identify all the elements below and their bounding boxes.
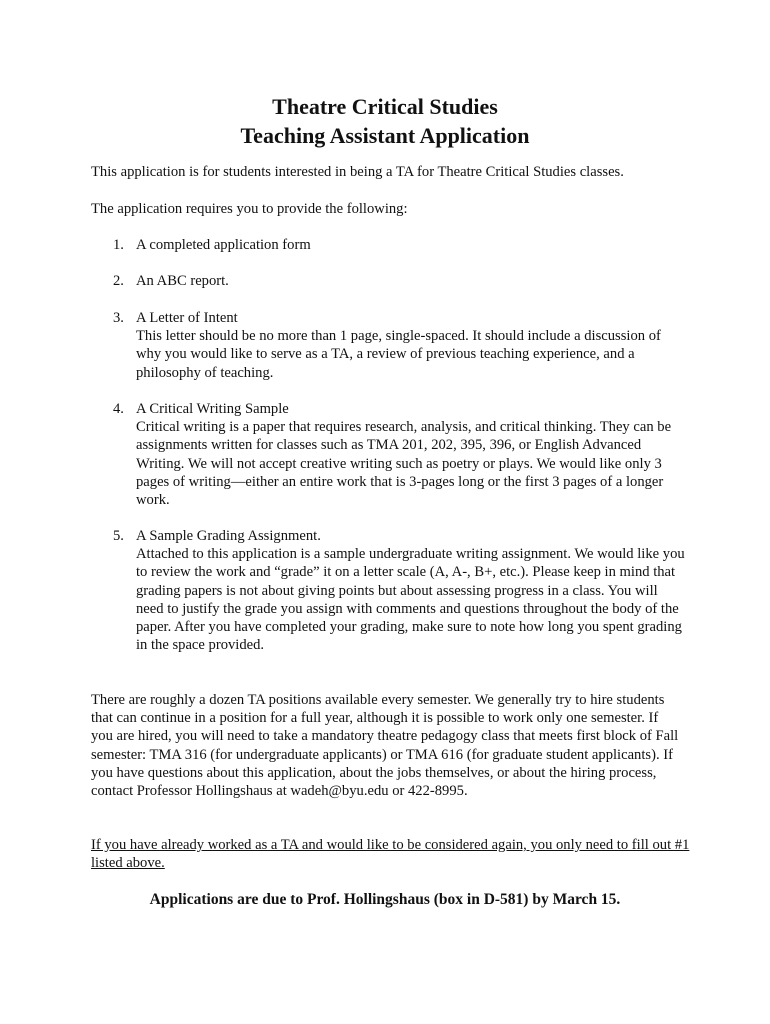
due-date-notice: Applications are due to Prof. Hollingshaus (box in D-581) by March 15. bbox=[149, 891, 621, 908]
item-number: 3. bbox=[113, 310, 124, 326]
item-description: This letter should be no more than 1 page, single-spaced. It should include a discussion of why you would like to serve as a TA, a review of previous teaching experience, and a philosophy of teaching. bbox=[136, 328, 661, 381]
item-heading: A Sample Grading Assignment. bbox=[136, 528, 321, 544]
item-number: 1. bbox=[113, 237, 124, 253]
item-heading: A Letter of Intent bbox=[136, 310, 238, 326]
intro-paragraph: This application is for students interested in being a TA for Theatre Critical Studies classes. bbox=[91, 164, 624, 180]
item-number: 2. bbox=[113, 273, 124, 289]
reapply-note: If you have already worked as a TA and would like to be considered again, you only need to fill out #1 listed above. bbox=[91, 837, 690, 872]
item-number: 4. bbox=[113, 401, 124, 417]
item-heading: An ABC report. bbox=[136, 273, 229, 289]
item-description: Attached to this application is a sample undergraduate writing assignment. We would like you to review the work and “grade” it on a letter scale (A, A-, B+, etc.). Please keep in mind that grading papers is not about giving points but about assessing progress in a class. You will need to justify the grade you assign with comments and questions throughout the body of the paper. After you have completed your grading, make sure to note how long you spent grading in the space provided. bbox=[136, 546, 685, 654]
requirements-lead: The application requires you to provide the following: bbox=[91, 201, 408, 217]
positions-paragraph: There are roughly a dozen TA positions available every semester. We generally try to hire students that can continue in a position for a full year, although it is possible to work only one semester. If you are hired, you will need to take a mandatory theatre pedagogy class that meets first block of Fall semester: TMA 316 (for undergraduate applicants) or TMA 616 (for graduate student applicants). If you have questions about this application, about the jobs themselves, or about the hiring process, contact Professor Hollingshaus at wadeh@byu.edu or 422-8995. bbox=[91, 692, 679, 800]
title-line-2: Teaching Assistant Application bbox=[240, 123, 530, 148]
item-heading: A completed application form bbox=[136, 237, 311, 253]
item-heading: A Critical Writing Sample bbox=[136, 401, 289, 417]
item-description: Critical writing is a paper that requires research, analysis, and critical thinking. They can be assignments written for classes such as TMA 201, 202, 395, 396, or English Advanced Writing. We will not accept creative writing such as poetry or plays. We would like only 3 pages of writing—either an entire work that is 3-pages long or the first 3 pages of a longer work. bbox=[136, 419, 672, 509]
item-number: 5. bbox=[113, 528, 124, 544]
title-line-1: Theatre Critical Studies bbox=[272, 94, 498, 119]
